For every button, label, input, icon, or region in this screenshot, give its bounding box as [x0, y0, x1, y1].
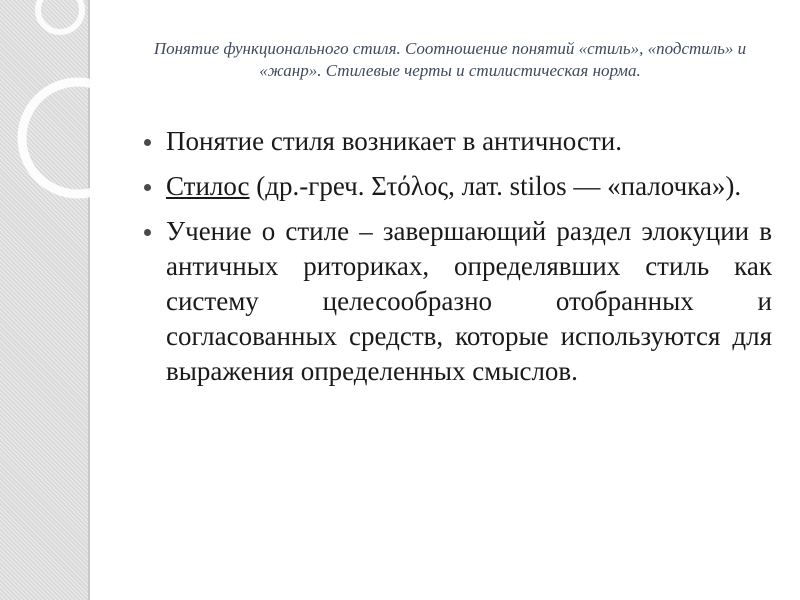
decorative-circles: [0, 0, 140, 240]
bullet-item-1: [140, 124, 772, 159]
bullet-item-3: [140, 214, 772, 389]
slide-title: Понятие функционального стиля. Соотношение понятий «стиль», «подстиль» и «жанр». Стилевые черты и стилистическая норма.: [153, 39, 747, 80]
decorative-circle-large: [22, 82, 134, 194]
term-stilos: Стилос: [166, 171, 250, 201]
bullet-text-2: (др.-греч. Στόλος, лат. stilos — «палочка»).: [249, 171, 742, 201]
bullet-text-3: Учение о стиле – завершающий раздел элокуции в античных риториках, определявших стиль как систему целесообразно отобранных и согласованных средств, которые используются для выражения определенных смыслов.: [166, 216, 772, 386]
decorative-circle-small: [38, 0, 82, 32]
bullet-text-1: Понятие стиля возникает в античности.: [166, 126, 622, 156]
bullet-item-2: [140, 169, 772, 204]
bullet-list: [140, 124, 772, 399]
